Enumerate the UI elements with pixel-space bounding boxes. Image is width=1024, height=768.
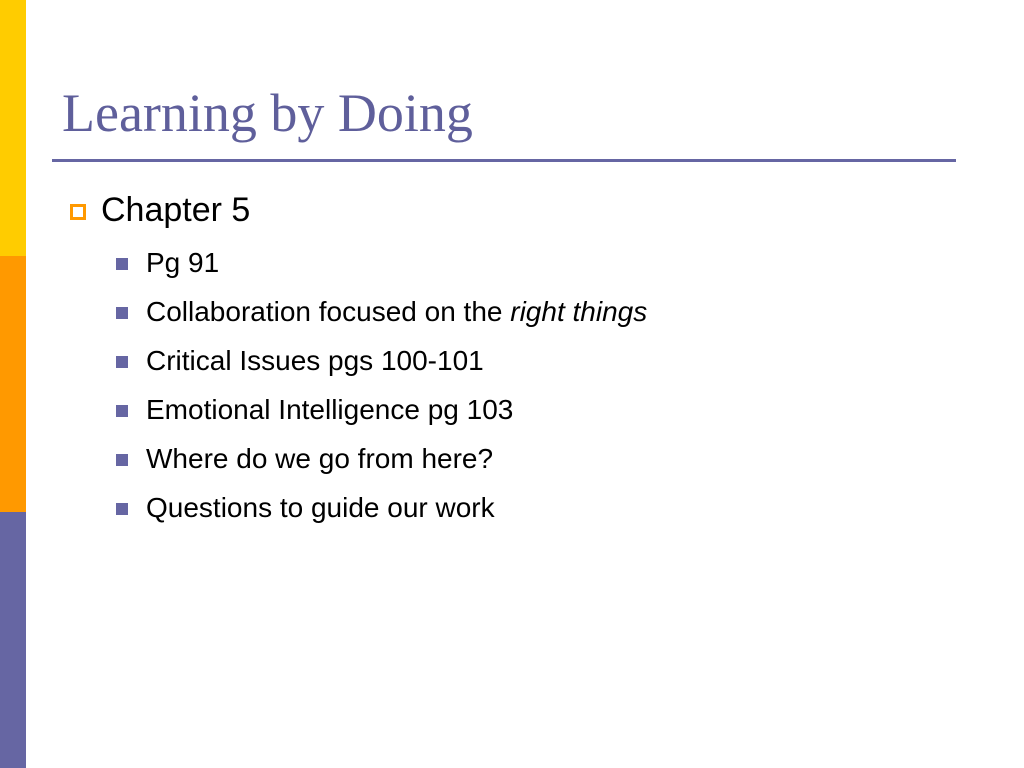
hollow-square-bullet-icon — [70, 204, 86, 220]
slide-title: Learning by Doing — [62, 83, 473, 143]
title-divider — [52, 159, 956, 162]
square-bullet-icon — [116, 307, 128, 319]
level1-bullet-text: Chapter 5 — [101, 191, 251, 229]
square-bullet-icon — [116, 503, 128, 515]
square-bullet-icon — [116, 258, 128, 270]
square-bullet-icon — [116, 405, 128, 417]
sub-bullet-text: Where do we go from here? — [146, 443, 494, 474]
sub-bullet-text-with-emphasis — [146, 295, 647, 329]
side-bar-yellow-segment — [0, 0, 26, 256]
sub-bullet-text: Collaboration focused on the — [146, 296, 511, 327]
sub-bullet-text: Questions to guide our work — [146, 492, 495, 523]
side-bar-orange-segment — [0, 256, 26, 512]
sub-bullet-text: Pg 91 — [146, 247, 220, 278]
sub-bullet-text: Emotional Intelligence pg 103 — [146, 394, 514, 425]
square-bullet-icon — [116, 356, 128, 368]
side-color-bar — [0, 0, 26, 768]
sub-bullet-text: Critical Issues pgs 100-101 — [146, 345, 484, 376]
emphasis-text: right things — [510, 296, 648, 327]
square-bullet-icon — [116, 454, 128, 466]
side-bar-purple-segment — [0, 512, 26, 768]
